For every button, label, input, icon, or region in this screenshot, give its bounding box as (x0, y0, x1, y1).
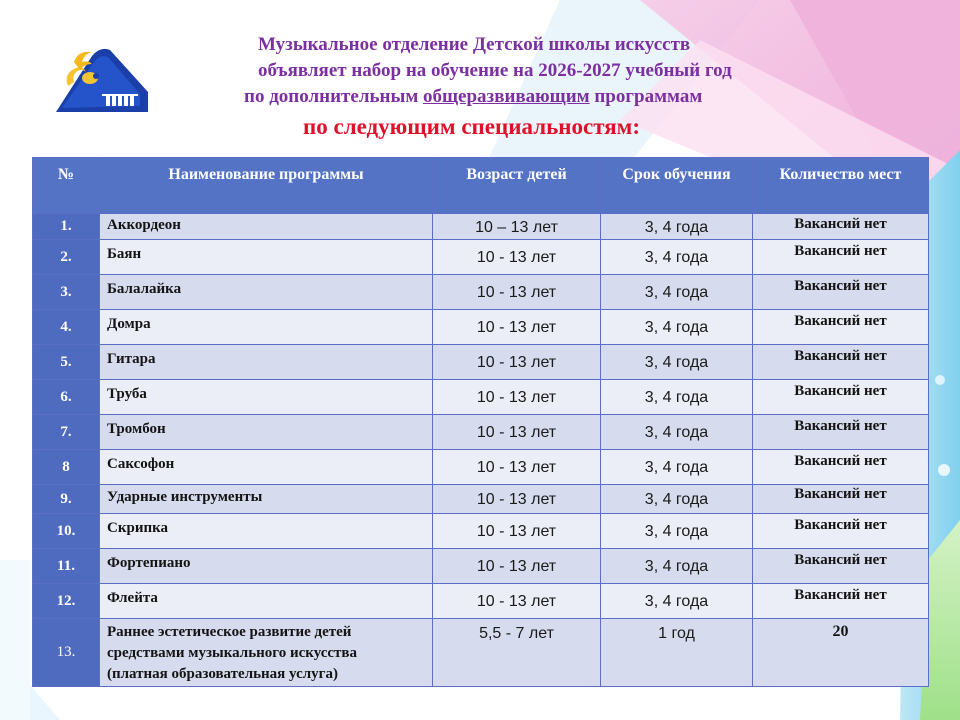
heading-line-3-suffix: программам (589, 86, 703, 107)
row-term: 1 год (601, 619, 753, 687)
row-places: Вакансий нет (753, 415, 929, 450)
row-num: 11. (33, 549, 100, 584)
row-places: Вакансий нет (753, 310, 929, 345)
table-row (33, 380, 929, 415)
row-num: 8 (33, 450, 100, 485)
header-places: Количество мест (753, 158, 929, 214)
row-num: 3. (33, 275, 100, 310)
row-term: 3, 4 года (601, 240, 753, 275)
row-program-name: Саксофон (100, 450, 433, 485)
row-num: 12. (33, 584, 100, 619)
row-term: 3, 4 года (601, 450, 753, 485)
row-num: 13. (33, 619, 100, 687)
row-num: 7. (33, 415, 100, 450)
table-row (33, 549, 929, 584)
row-age: 10 - 13 лет (433, 240, 601, 275)
row-places: Вакансий нет (753, 450, 929, 485)
row-age: 10 - 13 лет (433, 310, 601, 345)
row-age: 10 - 13 лет (433, 380, 601, 415)
heading-line-3-underlined: общеразвивающим (423, 86, 590, 107)
row-program-name: Тромбон (100, 415, 433, 450)
row-places: Вакансий нет (753, 275, 929, 310)
row-age: 10 - 13 лет (433, 514, 601, 549)
row-term: 3, 4 года (601, 345, 753, 380)
row-term: 3, 4 года (601, 275, 753, 310)
row-num: 1. (33, 214, 100, 240)
row-term: 3, 4 года (601, 485, 753, 514)
row-age: 10 – 13 лет (433, 214, 601, 240)
heading-line-3 (244, 86, 702, 108)
row-age: 5,5 - 7 лет (433, 619, 601, 687)
row-program-name-line-3: (платная образовательная услуга) (107, 666, 338, 682)
row-age: 10 - 13 лет (433, 275, 601, 310)
header-age: Возраст детей (433, 158, 601, 214)
table-row (33, 310, 929, 345)
table-row (33, 514, 929, 549)
row-term: 3, 4 года (601, 549, 753, 584)
row-age: 10 - 13 лет (433, 345, 601, 380)
row-program-name-line-2: средствами музыкального искусства (107, 645, 358, 661)
row-num: 6. (33, 380, 100, 415)
row-term: 3, 4 года (601, 380, 753, 415)
row-places: Вакансий нет (753, 345, 929, 380)
row-term: 3, 4 года (601, 214, 753, 240)
table-row (33, 485, 929, 514)
header-name: Наименование программы (100, 158, 433, 214)
row-places: Вакансий нет (753, 549, 929, 584)
row-program-name: Фортепиано (100, 549, 433, 584)
row-program-name: Балалайка (100, 275, 433, 310)
heading-line-1: Музыкальное отделение Детской школы искусств (258, 34, 691, 55)
row-num: 10. (33, 514, 100, 549)
heading-line-2: объявляет набор на обучение на 2026-2027 учебный год (258, 60, 732, 81)
row-program-name-line-1: Раннее эстетическое развитие детей (107, 624, 352, 640)
row-num: 4. (33, 310, 100, 345)
table-row (33, 275, 929, 310)
row-age: 10 - 13 лет (433, 584, 601, 619)
heading-line-3-prefix: по дополнительным (244, 86, 424, 107)
table-row (33, 345, 929, 380)
row-term: 3, 4 года (601, 310, 753, 345)
row-age: 10 - 13 лет (433, 485, 601, 514)
table-row (33, 584, 929, 619)
school-arts-logo-icon (48, 42, 152, 120)
table-header-row (33, 158, 929, 214)
row-places: Вакансий нет (753, 514, 929, 549)
row-program-name: Ударные инструменты (100, 485, 433, 514)
heading-specialties: по следующим специальностям: (303, 114, 640, 139)
row-program-name: Скрипка (100, 514, 433, 549)
row-term: 3, 4 года (601, 584, 753, 619)
row-program-name: Труба (100, 380, 433, 415)
row-program-name: Домра (100, 310, 433, 345)
header-num: № (33, 158, 100, 214)
row-age: 10 - 13 лет (433, 450, 601, 485)
row-program-name: Баян (100, 240, 433, 275)
row-places: Вакансий нет (753, 214, 929, 240)
row-places: Вакансий нет (753, 380, 929, 415)
row-age: 10 - 13 лет (433, 415, 601, 450)
row-num: 5. (33, 345, 100, 380)
row-program-name: Аккордеон (100, 214, 433, 240)
row-places: Вакансий нет (753, 240, 929, 275)
row-age: 10 - 13 лет (433, 549, 601, 584)
row-num: 9. (33, 485, 100, 514)
table-row (33, 619, 929, 687)
row-num: 2. (33, 240, 100, 275)
table-row (33, 415, 929, 450)
table-row (33, 240, 929, 275)
table-row (33, 450, 929, 485)
table-row (33, 214, 929, 240)
row-program-name (100, 619, 433, 687)
row-places: Вакансий нет (753, 485, 929, 514)
row-program-name: Гитара (100, 345, 433, 380)
row-term: 3, 4 года (601, 514, 753, 549)
row-places: 20 (753, 619, 929, 687)
programs-table (32, 157, 929, 687)
row-places: Вакансий нет (753, 584, 929, 619)
header-term: Срок обучения (601, 158, 753, 214)
row-term: 3, 4 года (601, 415, 753, 450)
row-program-name: Флейта (100, 584, 433, 619)
